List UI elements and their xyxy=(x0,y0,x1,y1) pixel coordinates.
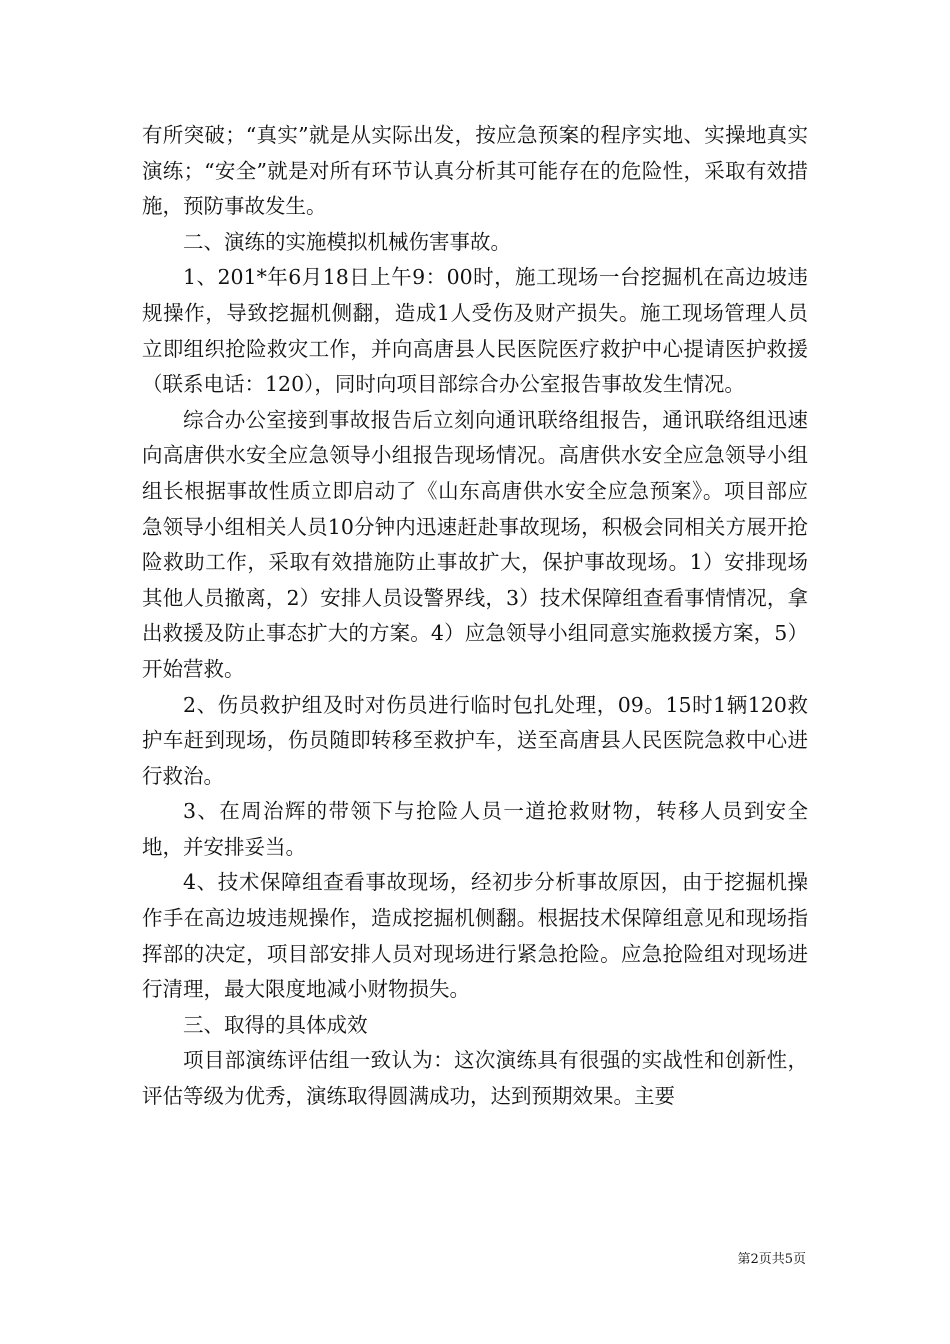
paragraph-1: 有所突破；“真实”就是从实际出发，按应急预案的程序实地、实操地真实演练；“安全”就是对所有环节认真分析其可能存在的危险性，采取有效措施，预防事故发生。 xyxy=(142,123,808,219)
document-body xyxy=(142,118,808,1115)
paragraph-9: 项目部演练评估组一致认为：这次演练具有很强的实战性和创新性，评估等级为优秀，演练取得圆满成功，达到预期效果。主要 xyxy=(142,1048,808,1109)
paragraph-3: 1、201*年6月18日上午9：00时，施工现场一台挖掘机在高边坡违规操作，导致挖掘机侧翻，造成1人受伤及财产损失。施工现场管理人员立即组织抢险救灾工作，并向高唐县人民医院医疗救护中心提请医护救援（联系电话：120），同时向项目部综合办公室报告事故发生情况。 xyxy=(142,265,808,397)
section-heading-2: 二、演练的实施模拟机械伤害事故。 xyxy=(183,229,511,254)
paragraph-5: 2、伤员救护组及时对伤员进行临时包扎处理，09。15时1辆120救护车赶到现场，伤员随即转移至救护车，送至高唐县人民医院急救中心进行救治。 xyxy=(142,692,808,788)
paragraph-6: 3、在周治辉的带领下与抢险人员一道抢救财物，转移人员到安全地，并安排妥当。 xyxy=(142,799,808,859)
paragraph-7: 4、技术保障组查看事故现场，经初步分析事故原因，由于挖掘机操作手在高边坡违规操作，造成挖掘机侧翻。根据技术保障组意见和现场指挥部的决定，项目部安排人员对现场进行紧急抢险。应急抢险组对现场进行清理，最大限度地减小财物损失。 xyxy=(142,870,808,1002)
section-heading-3: 三、取得的具体成效 xyxy=(183,1012,368,1037)
paragraph-4: 综合办公室接到事故报告后立刻向通讯联络组报告，通讯联络组迅速向高唐供水安全应急领导小组报告现场情况。高唐供水安全应急领导小组组长根据事故性质立即启动了《山东高唐供水安全应急预案》。项目部应急领导小组相关人员10分钟内迅速赶赴事故现场，积极会同相关方展开抢险救助工作，采取有效措施防止事故扩大，保护事故现场。1）安排现场其他人员撤离，2）安排人员设警界线，3）技术保障组查看事情情况，拿出救援及防止事态扩大的方案。4）应急领导小组同意实施救援方案，5）开始营救。 xyxy=(142,407,808,681)
page-number: 第2页共5页 xyxy=(737,1252,806,1267)
